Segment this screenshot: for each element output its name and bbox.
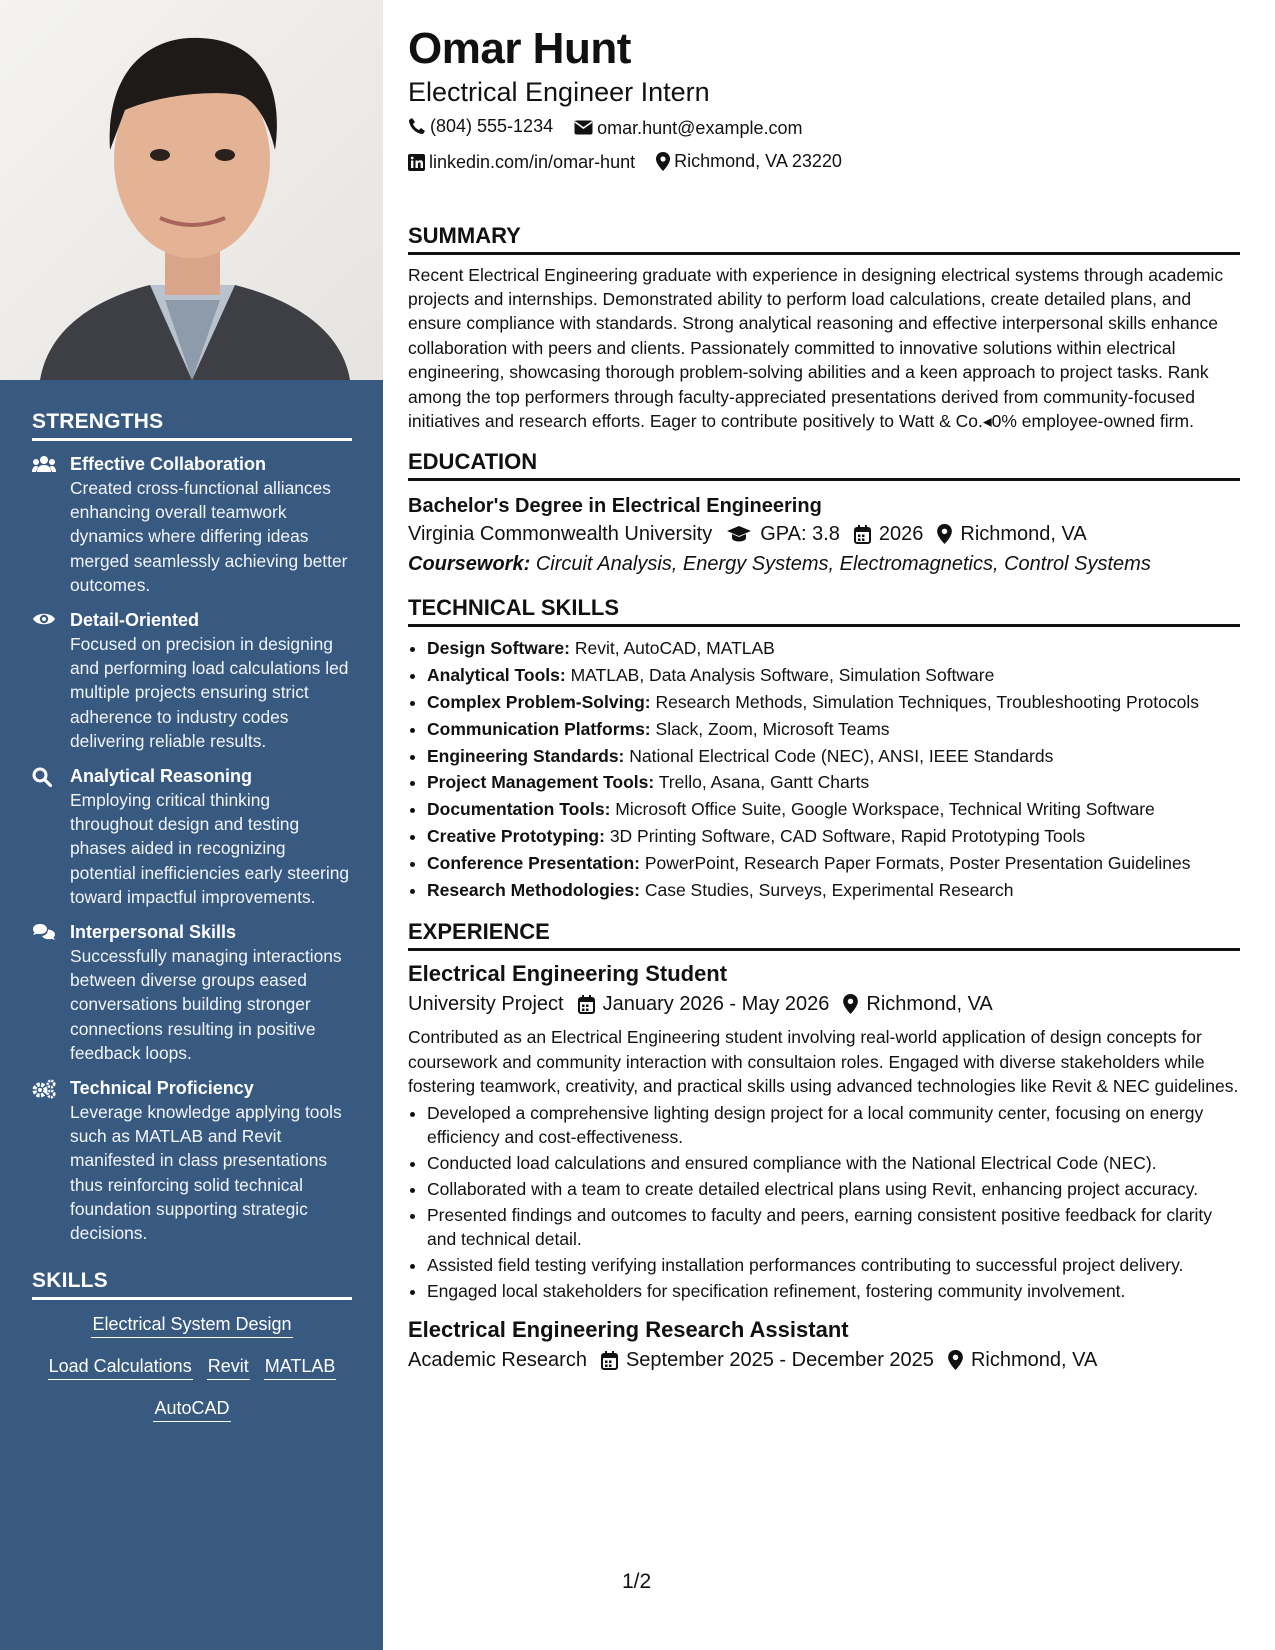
graduation-cap-icon xyxy=(726,525,752,543)
phone-text: (804) 555-1234 xyxy=(430,116,554,136)
coursework-label: Coursework: xyxy=(408,553,531,576)
job-title: Electrical Engineering Student xyxy=(408,961,728,987)
skills-row xyxy=(32,1312,352,1338)
strength-description: Employing critical thinking throughout design and testing phases aided in recognizing potential inefficiencies early steering toward impactful improvements. xyxy=(70,790,350,907)
skill-tag: Electrical System Design xyxy=(91,1312,292,1338)
skill-value: Case Studies, Surveys, Experimental Research xyxy=(644,879,1014,900)
skills-list xyxy=(32,1312,352,1422)
sidebar xyxy=(0,0,383,1650)
skill-value: Microsoft Office Suite, Google Workspace, Technical Writing Software xyxy=(615,799,1155,820)
skill-label: Documentation Tools: xyxy=(427,799,611,820)
year-text: 2026 xyxy=(878,523,924,546)
envelope-icon xyxy=(574,120,593,135)
list-item xyxy=(427,662,1240,689)
strength-title: Detail-Oriented xyxy=(70,610,200,631)
strength-item xyxy=(32,765,352,909)
location-text: Richmond, VA xyxy=(970,1349,1098,1372)
phone-icon xyxy=(408,117,426,135)
strength-title: Effective Collaboration xyxy=(70,454,267,474)
graduation-year xyxy=(854,519,924,549)
map-pin-icon xyxy=(937,524,952,544)
skill-label: Engineering Standards: xyxy=(427,745,625,766)
strength-item xyxy=(32,921,352,1065)
education-meta xyxy=(408,519,1240,549)
candidate-role: Electrical Engineer Intern xyxy=(408,77,710,107)
list-item: • Conducted load calculations and ensured compliance with the National Electrical Code (NEC). xyxy=(427,1151,1240,1175)
skill-value: Revit, AutoCAD, MATLAB xyxy=(574,638,775,659)
sidebar-content xyxy=(32,410,352,1438)
skill-tag: Load Calculations xyxy=(48,1354,193,1380)
technical-skills-list xyxy=(408,635,1240,903)
chat-icon xyxy=(32,921,70,1065)
gears-icon xyxy=(32,1077,70,1245)
strength-title: Interpersonal Skills xyxy=(70,922,237,943)
strength-item xyxy=(32,609,352,753)
technical-skills-heading: TECHNICAL SKILLS xyxy=(408,595,1240,627)
list-item: • Collaborated with a team to create detailed electrical plans using Revit, enhancing project accuracy. xyxy=(427,1177,1240,1201)
users-icon xyxy=(32,453,70,597)
skill-tag: Revit xyxy=(207,1354,250,1380)
map-pin-icon xyxy=(948,1350,963,1370)
org-text: University Project xyxy=(408,993,564,1016)
job-bullets xyxy=(408,1101,1240,1304)
list-item xyxy=(427,743,1240,770)
skill-label: Creative Prototyping: xyxy=(427,825,605,846)
skills-row xyxy=(32,1354,352,1380)
calendar-icon xyxy=(578,995,595,1014)
skill-value: PowerPoint, Research Paper Formats, Poster Presentation Guidelines xyxy=(644,852,1191,873)
school-text: Virginia Commonwealth University xyxy=(408,523,713,546)
location-text: Richmond, VA xyxy=(960,523,1087,546)
skill-label: Research Methodologies: xyxy=(427,879,640,900)
strength-title: Technical Proficiency xyxy=(70,1078,254,1099)
dates-text: January 2026 - May 2026 xyxy=(602,993,830,1016)
skill-value: MATLAB, Data Analysis Software, Simulation Software xyxy=(570,665,995,686)
skill-value: Research Methods, Simulation Techniques, Troubleshooting Protocols xyxy=(655,691,1199,712)
list-item xyxy=(427,689,1240,716)
job-location xyxy=(948,1345,1097,1375)
list-item xyxy=(427,877,1240,904)
job-title: Electrical Engineering Research Assistant xyxy=(408,1317,849,1343)
list-item xyxy=(427,796,1240,823)
degree-title: Bachelor's Degree in Electrical Engineering xyxy=(408,495,822,518)
summary-heading: SUMMARY xyxy=(408,223,1240,255)
email-text: omar.hunt@example.com xyxy=(597,117,803,138)
contact-phone[interactable] xyxy=(408,110,553,142)
job-org xyxy=(408,989,564,1019)
gpa-text: GPA: 3.8 xyxy=(760,523,840,546)
list-item xyxy=(427,850,1240,877)
skill-value: Slack, Zoom, Microsoft Teams xyxy=(655,718,890,739)
job-location xyxy=(843,989,992,1019)
job-org xyxy=(408,1345,587,1375)
school-name xyxy=(408,519,712,549)
job-summary: Contributed as an Electrical Engineering student involving real-world application of design concepts for coursework and community interaction with consultaion roles. Engaged with diverse stakeholders while fostering teamwork, creativity, and practical skills using advanced technologies like Revit & NEC guidelines. xyxy=(408,1027,1239,1097)
skills-heading: SKILLS xyxy=(32,1269,352,1300)
skill-tag: MATLAB xyxy=(264,1354,337,1380)
contact-linkedin[interactable] xyxy=(408,146,635,178)
skills-row xyxy=(32,1396,352,1422)
skill-value: 3D Printing Software, CAD Software, Rapid Prototyping Tools xyxy=(609,825,1086,846)
job-dates xyxy=(578,989,830,1019)
skill-label: Analytical Tools: xyxy=(427,665,566,686)
strength-description: Created cross-functional alliances enhancing overall teamwork dynamics where differing ideas merged seamlessly achieving better outcomes. xyxy=(70,478,348,595)
skill-label: Communication Platforms: xyxy=(427,718,651,739)
contact-email[interactable] xyxy=(574,112,802,144)
profile-photo xyxy=(0,0,383,380)
linkedin-text: linkedin.com/in/omar-hunt xyxy=(429,152,636,172)
eye-icon xyxy=(32,609,70,753)
education-location xyxy=(937,519,1086,549)
page-number: 1/2 xyxy=(622,1570,652,1593)
job-meta xyxy=(408,1345,1240,1375)
skill-label: Complex Problem-Solving: xyxy=(427,691,651,712)
job-dates xyxy=(601,1345,934,1375)
skill-label: Design Software: xyxy=(427,638,570,659)
list-item: • Developed a comprehensive lighting design project for a local community center, focusing on energy efficiency and cost-effectiveness. xyxy=(427,1101,1240,1150)
linkedin-icon xyxy=(408,154,425,171)
experience-heading: EXPERIENCE xyxy=(408,919,1240,951)
list-item xyxy=(427,635,1240,662)
strength-item xyxy=(32,1077,352,1245)
list-item: • Assisted field testing verifying installation performances contributing to successful project delivery. xyxy=(427,1253,1240,1277)
list-item: • Presented findings and outcomes to faculty and peers, earning consistent positive feedback for clarity and technical detail. xyxy=(427,1203,1240,1252)
calendar-icon xyxy=(854,525,871,544)
map-pin-icon xyxy=(843,994,858,1014)
location-text: Richmond, VA xyxy=(866,993,993,1016)
strength-title: Analytical Reasoning xyxy=(70,766,253,787)
strength-item xyxy=(32,453,352,597)
skill-label: Conference Presentation: xyxy=(427,852,640,873)
candidate-name: Omar Hunt xyxy=(408,24,631,73)
coursework-text: Circuit Analysis, Energy Systems, Electromagnetics, Control Systems xyxy=(535,553,1151,576)
list-item xyxy=(427,823,1240,850)
list-item: • Engaged local stakeholders for specification refinement, fostering community involvement. xyxy=(427,1279,1240,1303)
education-heading: EDUCATION xyxy=(408,449,1240,481)
search-icon xyxy=(32,765,70,909)
calendar-icon xyxy=(601,1351,618,1370)
strength-description: Successfully managing interactions between diverse groups eased conversations building stronger connections resulting in positive feedback loops. xyxy=(70,946,342,1063)
strengths-heading: STRENGTHS xyxy=(32,410,352,441)
skill-tag: AutoCAD xyxy=(153,1396,230,1422)
list-item xyxy=(427,716,1240,743)
gpa xyxy=(726,519,840,549)
map-pin-icon xyxy=(656,152,670,171)
summary-text: Recent Electrical Engineering graduate with experience in designing electrical systems through academic projects and internships. Demonstrated ability to perform load calculations, create detailed plans, and ensure compliance with standards. Strong analytical reasoning and effective interpersonal skills enhance collaboration with peers and clients. Passionately committed to innovative solutions within electrical engineering, showcasing thorough problem-solving abilities and a keen approach to project tasks. Rank among the top performers through faculty-appreciated presentations derived from community-focused initiatives and research efforts. Eager to contribute positively to Watt & Co.◂0% employee-owned firm. xyxy=(408,264,1224,431)
coursework xyxy=(408,549,1240,579)
contact-location xyxy=(656,145,842,177)
job-meta xyxy=(408,989,1240,1019)
location-text: Richmond, VA 23220 xyxy=(674,151,842,171)
strength-description: Focused on precision in designing and performing load calculations led multiple projects ensuring strict adherence to industry codes delivering reliable results. xyxy=(70,634,349,751)
skill-label: Project Management Tools: xyxy=(427,772,655,793)
skill-value: National Electrical Code (NEC), ANSI, IEEE Standards xyxy=(629,745,1054,766)
contact-info xyxy=(408,110,1240,181)
dates-text: September 2025 - December 2025 xyxy=(625,1349,934,1372)
main-content xyxy=(408,22,1240,1375)
org-text: Academic Research xyxy=(408,1349,587,1372)
list-item xyxy=(427,769,1240,796)
skill-value: Trello, Asana, Gantt Charts xyxy=(658,772,870,793)
strength-description: Leverage knowledge applying tools such as MATLAB and Revit manifested in class presentations thus reinforcing solid technical foundation supporting strategic decisions. xyxy=(70,1102,342,1244)
